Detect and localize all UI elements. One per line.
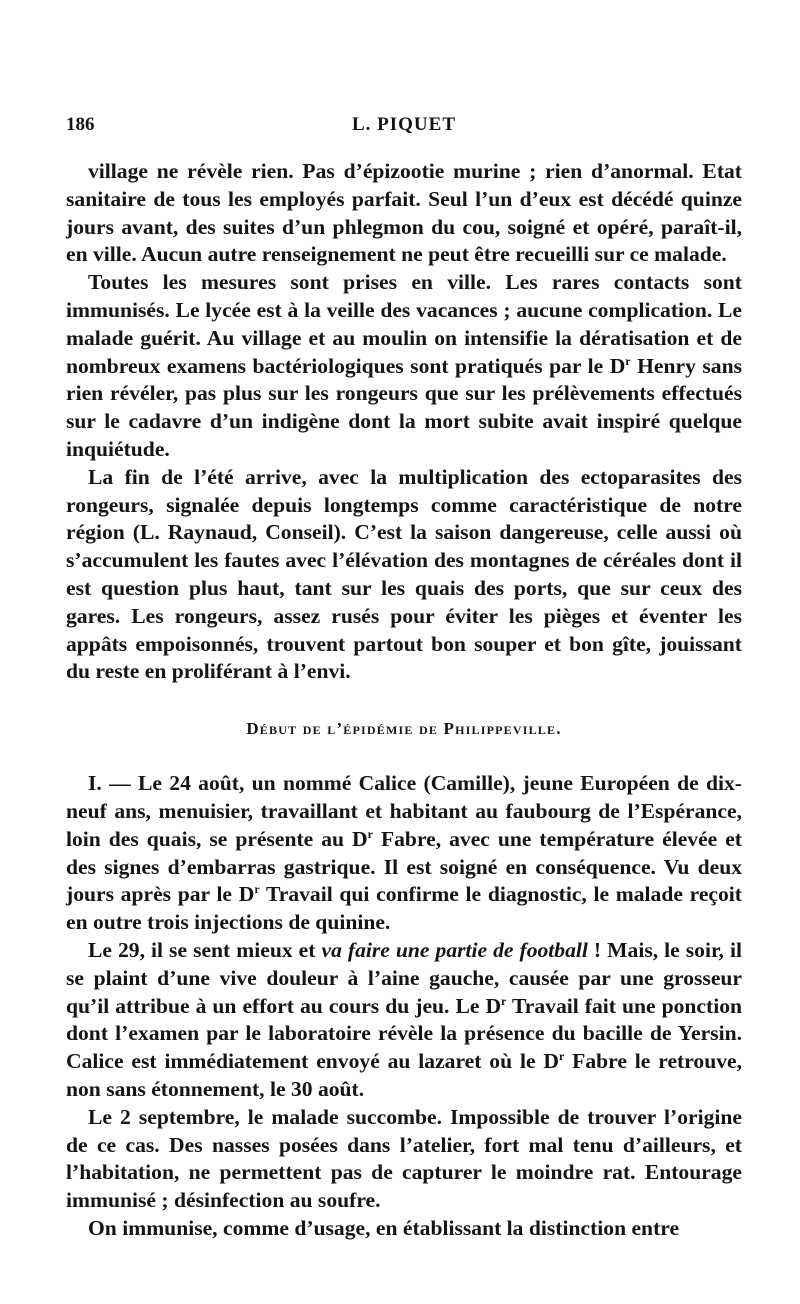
paragraph-text: I. — Le 24 août, un nommé Calice (Camille), jeune Européen de dix-neuf ans, menuisier, travaillant et habitant au faubourg de l’Espérance, loin des quais, se présente au D [66,771,742,851]
running-head-author: L. PIQUET [351,114,457,135]
page-number: 186 [66,114,95,135]
paragraph-text: Fabre, avec une température élevée et des signes d’embarras gastrique. Il est soigné en conséquence. Vu deux jours après par le D [66,826,743,907]
body-text [66,158,742,1243]
paragraph-continuation: village ne révèle rien. Pas d’épizootie murine ; rien d’anormal. Etat sanitaire de tous les employés parfait. Seul l’un d’eux est décédé quinze jours avant, des suites d’un phlegmon du cou, soigné et opéré, paraît-il, en ville. Aucun autre renseignement ne peut être recueilli sur ce malade. [66,159,742,267]
superscript-r: r [367,826,373,841]
paragraph-text: Travail fait une ponction dont l’examen par le laboratoire révèle la présence du bacille de Yersin. Calice est immédiatement envoyé au lazaret où le D [66,993,742,1074]
paragraph-case-one [66,770,742,937]
paragraph-text: Henry sans rien révéler, pas plus sur les rongeurs que sur les prélèvements effectués sur le cadavre d’un indigène dont la mort subite avait inspiré quelque inquiétude. [66,353,742,461]
paragraph-text: ! Mais, le soir, il se plaint d’une vive douleur à l’aine gauche, causée par une grosseur qu’il attribue à un effort au cours du jeu. Le D [66,937,742,1018]
italic-phrase: va faire une partie de football [321,937,588,962]
paragraph-death: Le 2 septembre, le malade succombe. Impossible de trouver l’origine de ce cas. Des nasses posées dans l’atelier, fort mal tenu d’ailleurs, et l’habitation, ne permettent pas de capturer le moindre rat. Entourage immunisé ; désinfection au soufre. [66,1104,742,1213]
section-heading: Début de l’épidémie de Philippeville. [246,719,562,739]
superscript-r: r [559,1048,565,1063]
paragraph-text: Toutes les mesures sont prises en ville. Les rares contacts sont immunisés. Le lycée est à la veille des vacances ; aucune complication. Le malade guérit. Au village et au moulin on intensifie la dératisation et de nombreux examens bactériologiques sont pratiqués par le D [66,270,742,378]
paragraph-text: Fabre le retrouve, non sans étonnement, le 30 août. [66,1049,742,1101]
superscript-r: r [254,882,260,897]
paragraph-text: Travail qui confirme le diagnostic, le malade reçoit en outre trois injections de quinine. [66,882,742,935]
superscript-r: r [501,993,507,1008]
paragraph-immunise: On immunise, comme d’usage, en établissant la distinction entre [88,1215,680,1240]
paragraph-text: Le 29, il se sent mieux et [88,937,322,962]
paragraph-measures [66,269,742,464]
superscript-r: r [625,353,631,368]
paragraph-football [66,937,742,1104]
paragraph-summer: La fin de l’été arrive, avec la multiplication des ectoparasites des rongeurs, signalée depuis longtemps comme caractéristique de notre région (L. Raynaud, Conseil). C’est la saison dangereuse, celle aussi où s’accumulent les fautes avec l’élévation des montagnes de céréales dont il est question plus haut, tant sur les quais des ports, que sur ceux des gares. Les rongeurs, assez rusés pour éviter les pièges et éventer les appâts empoisonnés, trouvent partout bon souper et bon gîte, jouissant du reste en proliférant à l’envi. [66,464,742,684]
page-header [66,114,742,144]
